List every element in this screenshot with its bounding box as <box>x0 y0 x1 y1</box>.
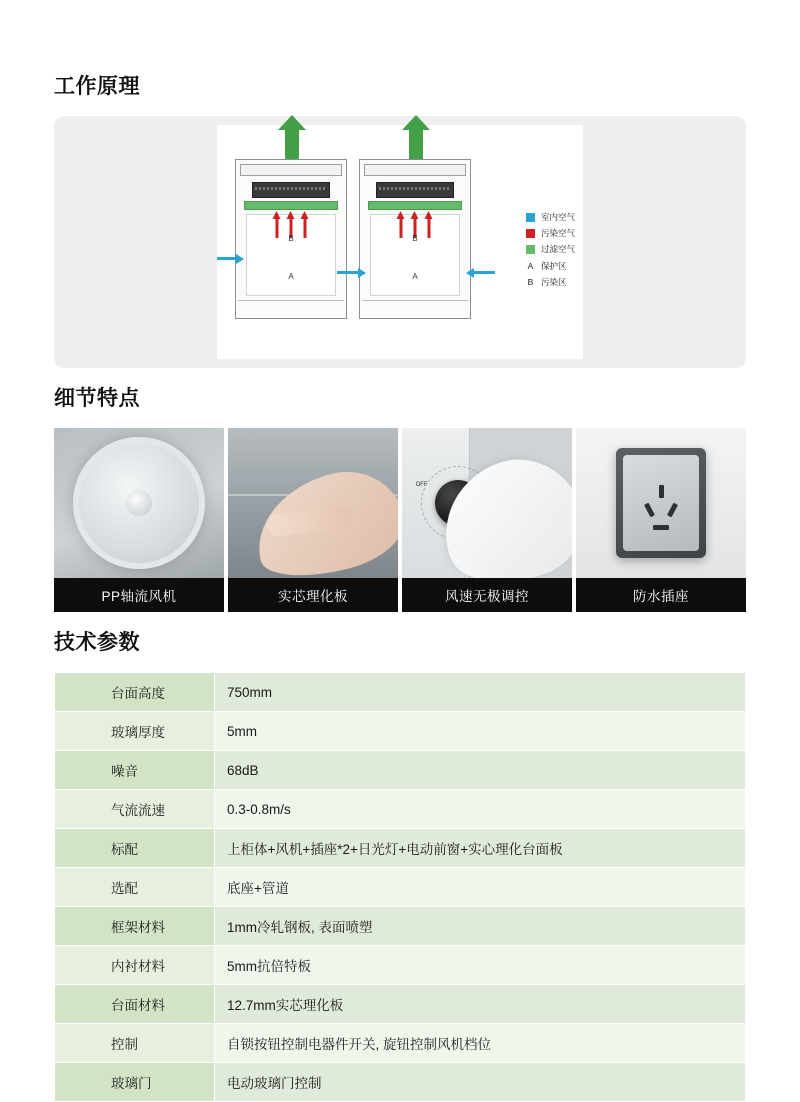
spec-value: 750mm <box>215 673 746 712</box>
fan-icon <box>54 428 224 578</box>
spec-value: 自锁按钮控制电器件开关, 旋钮控制风机档位 <box>215 1024 746 1063</box>
legend-label: 过滤空气 <box>540 244 575 255</box>
spec-value: 底座+管道 <box>215 868 746 907</box>
table-row <box>55 907 746 946</box>
spec-value: 5mm <box>215 712 746 751</box>
legend-swatch-room-air <box>526 213 535 222</box>
spec-key: 台面高度 <box>55 673 215 712</box>
cabinet-top-bar <box>240 164 342 176</box>
room-air-inflow-right-b <box>473 271 495 274</box>
legend-item <box>526 276 575 289</box>
socket-face <box>623 455 699 551</box>
spec-value: 5mm抗倍特板 <box>215 946 746 985</box>
legend-label: 污染空气 <box>540 228 575 239</box>
cabinet-top-bar <box>364 164 466 176</box>
table-row <box>55 868 746 907</box>
spec-value: 电动玻璃门控制 <box>215 1063 746 1102</box>
diagram-legend <box>526 211 575 292</box>
zone-a-label: A <box>288 272 294 281</box>
polluted-air-arrow <box>304 218 307 238</box>
legend-item <box>526 260 575 273</box>
features-section <box>54 382 746 612</box>
socket-slot <box>653 525 669 530</box>
zone-b-label: B <box>288 234 294 243</box>
legend-swatch-polluted-air <box>526 229 535 238</box>
knob-off-label: OFF <box>415 482 428 488</box>
polluted-air-arrow <box>400 218 403 238</box>
legend-label: 室内空气 <box>540 212 575 222</box>
room-air-inflow-left <box>217 257 237 260</box>
feature-caption: 防水插座 <box>576 578 746 612</box>
knob-icon <box>402 428 572 578</box>
socket-slot <box>659 485 664 498</box>
table-row <box>55 985 746 1024</box>
spec-value: 上柜体+风机+插座*2+日光灯+电动前窗+实心理化台面板 <box>215 829 746 868</box>
filter-layer <box>244 201 338 210</box>
spec-key: 台面材料 <box>55 985 215 1024</box>
legend-swatch-filtered-air <box>526 245 535 254</box>
specs-title: 技术参数 <box>54 631 140 654</box>
socket-slot <box>644 503 655 518</box>
spec-key: 控制 <box>55 1024 215 1063</box>
feature-card <box>228 428 398 612</box>
principle-section <box>54 70 746 368</box>
finger-shape <box>266 506 354 537</box>
cabinet-diagram-left <box>235 159 347 319</box>
fan-hub <box>126 490 152 516</box>
table-row <box>55 1024 746 1063</box>
legend-label: 保护区 <box>540 260 567 271</box>
legend-label: 污染区 <box>540 276 567 287</box>
table-row <box>55 712 746 751</box>
features-title: 细节特点 <box>54 387 140 410</box>
spec-value: 12.7mm实芯理化板 <box>215 985 746 1024</box>
table-row <box>55 751 746 790</box>
table-row <box>55 946 746 985</box>
table-row <box>55 673 746 712</box>
polluted-air-arrow <box>276 218 279 238</box>
table-row <box>55 829 746 868</box>
spec-key: 玻璃门 <box>55 1063 215 1102</box>
legend-item <box>526 227 575 240</box>
socket-icon <box>576 428 746 578</box>
spec-key: 噪音 <box>55 751 215 790</box>
spec-key: 标配 <box>55 829 215 868</box>
table-row <box>55 790 746 829</box>
principle-title: 工作原理 <box>54 75 140 98</box>
cabinet-base <box>238 300 344 314</box>
fan-unit <box>252 182 330 198</box>
filter-layer <box>368 201 462 210</box>
feature-caption: 风速无极调控 <box>402 578 572 612</box>
spec-value: 0.3-0.8m/s <box>215 790 746 829</box>
legend-item <box>526 211 575 224</box>
socket-slot <box>667 503 678 518</box>
principle-diagram <box>217 125 583 359</box>
feature-caption: 实芯理化板 <box>228 578 398 612</box>
specs-section <box>54 626 746 1102</box>
fan-unit <box>376 182 454 198</box>
zone-b-label: B <box>412 234 418 243</box>
feature-caption: PP轴流风机 <box>54 578 224 612</box>
spec-value: 1mm冷轧钢板, 表面喷塑 <box>215 907 746 946</box>
zone-a-label: A <box>412 272 418 281</box>
spec-key: 框架材料 <box>55 907 215 946</box>
feature-card <box>402 428 572 612</box>
table-row <box>55 1063 746 1102</box>
worktop-icon <box>228 428 398 578</box>
cabinet-base <box>362 300 468 314</box>
feature-card <box>576 428 746 612</box>
legend-item <box>526 243 575 256</box>
spec-key: 内衬材料 <box>55 946 215 985</box>
polluted-air-arrow <box>428 218 431 238</box>
socket-plate <box>616 448 706 558</box>
specs-table <box>54 672 746 1102</box>
hand-shape <box>245 459 398 578</box>
feature-card <box>54 428 224 612</box>
legend-key-b: B <box>527 276 534 287</box>
room-air-inflow-right-a <box>337 271 359 274</box>
spec-value: 68dB <box>215 751 746 790</box>
spec-key: 选配 <box>55 868 215 907</box>
legend-key-a: A <box>527 260 534 271</box>
spec-key: 气流流速 <box>55 790 215 829</box>
feature-gallery <box>54 428 746 612</box>
spec-key: 玻璃厚度 <box>55 712 215 751</box>
principle-diagram-panel <box>54 116 746 368</box>
cabinet-diagram-right <box>359 159 471 319</box>
